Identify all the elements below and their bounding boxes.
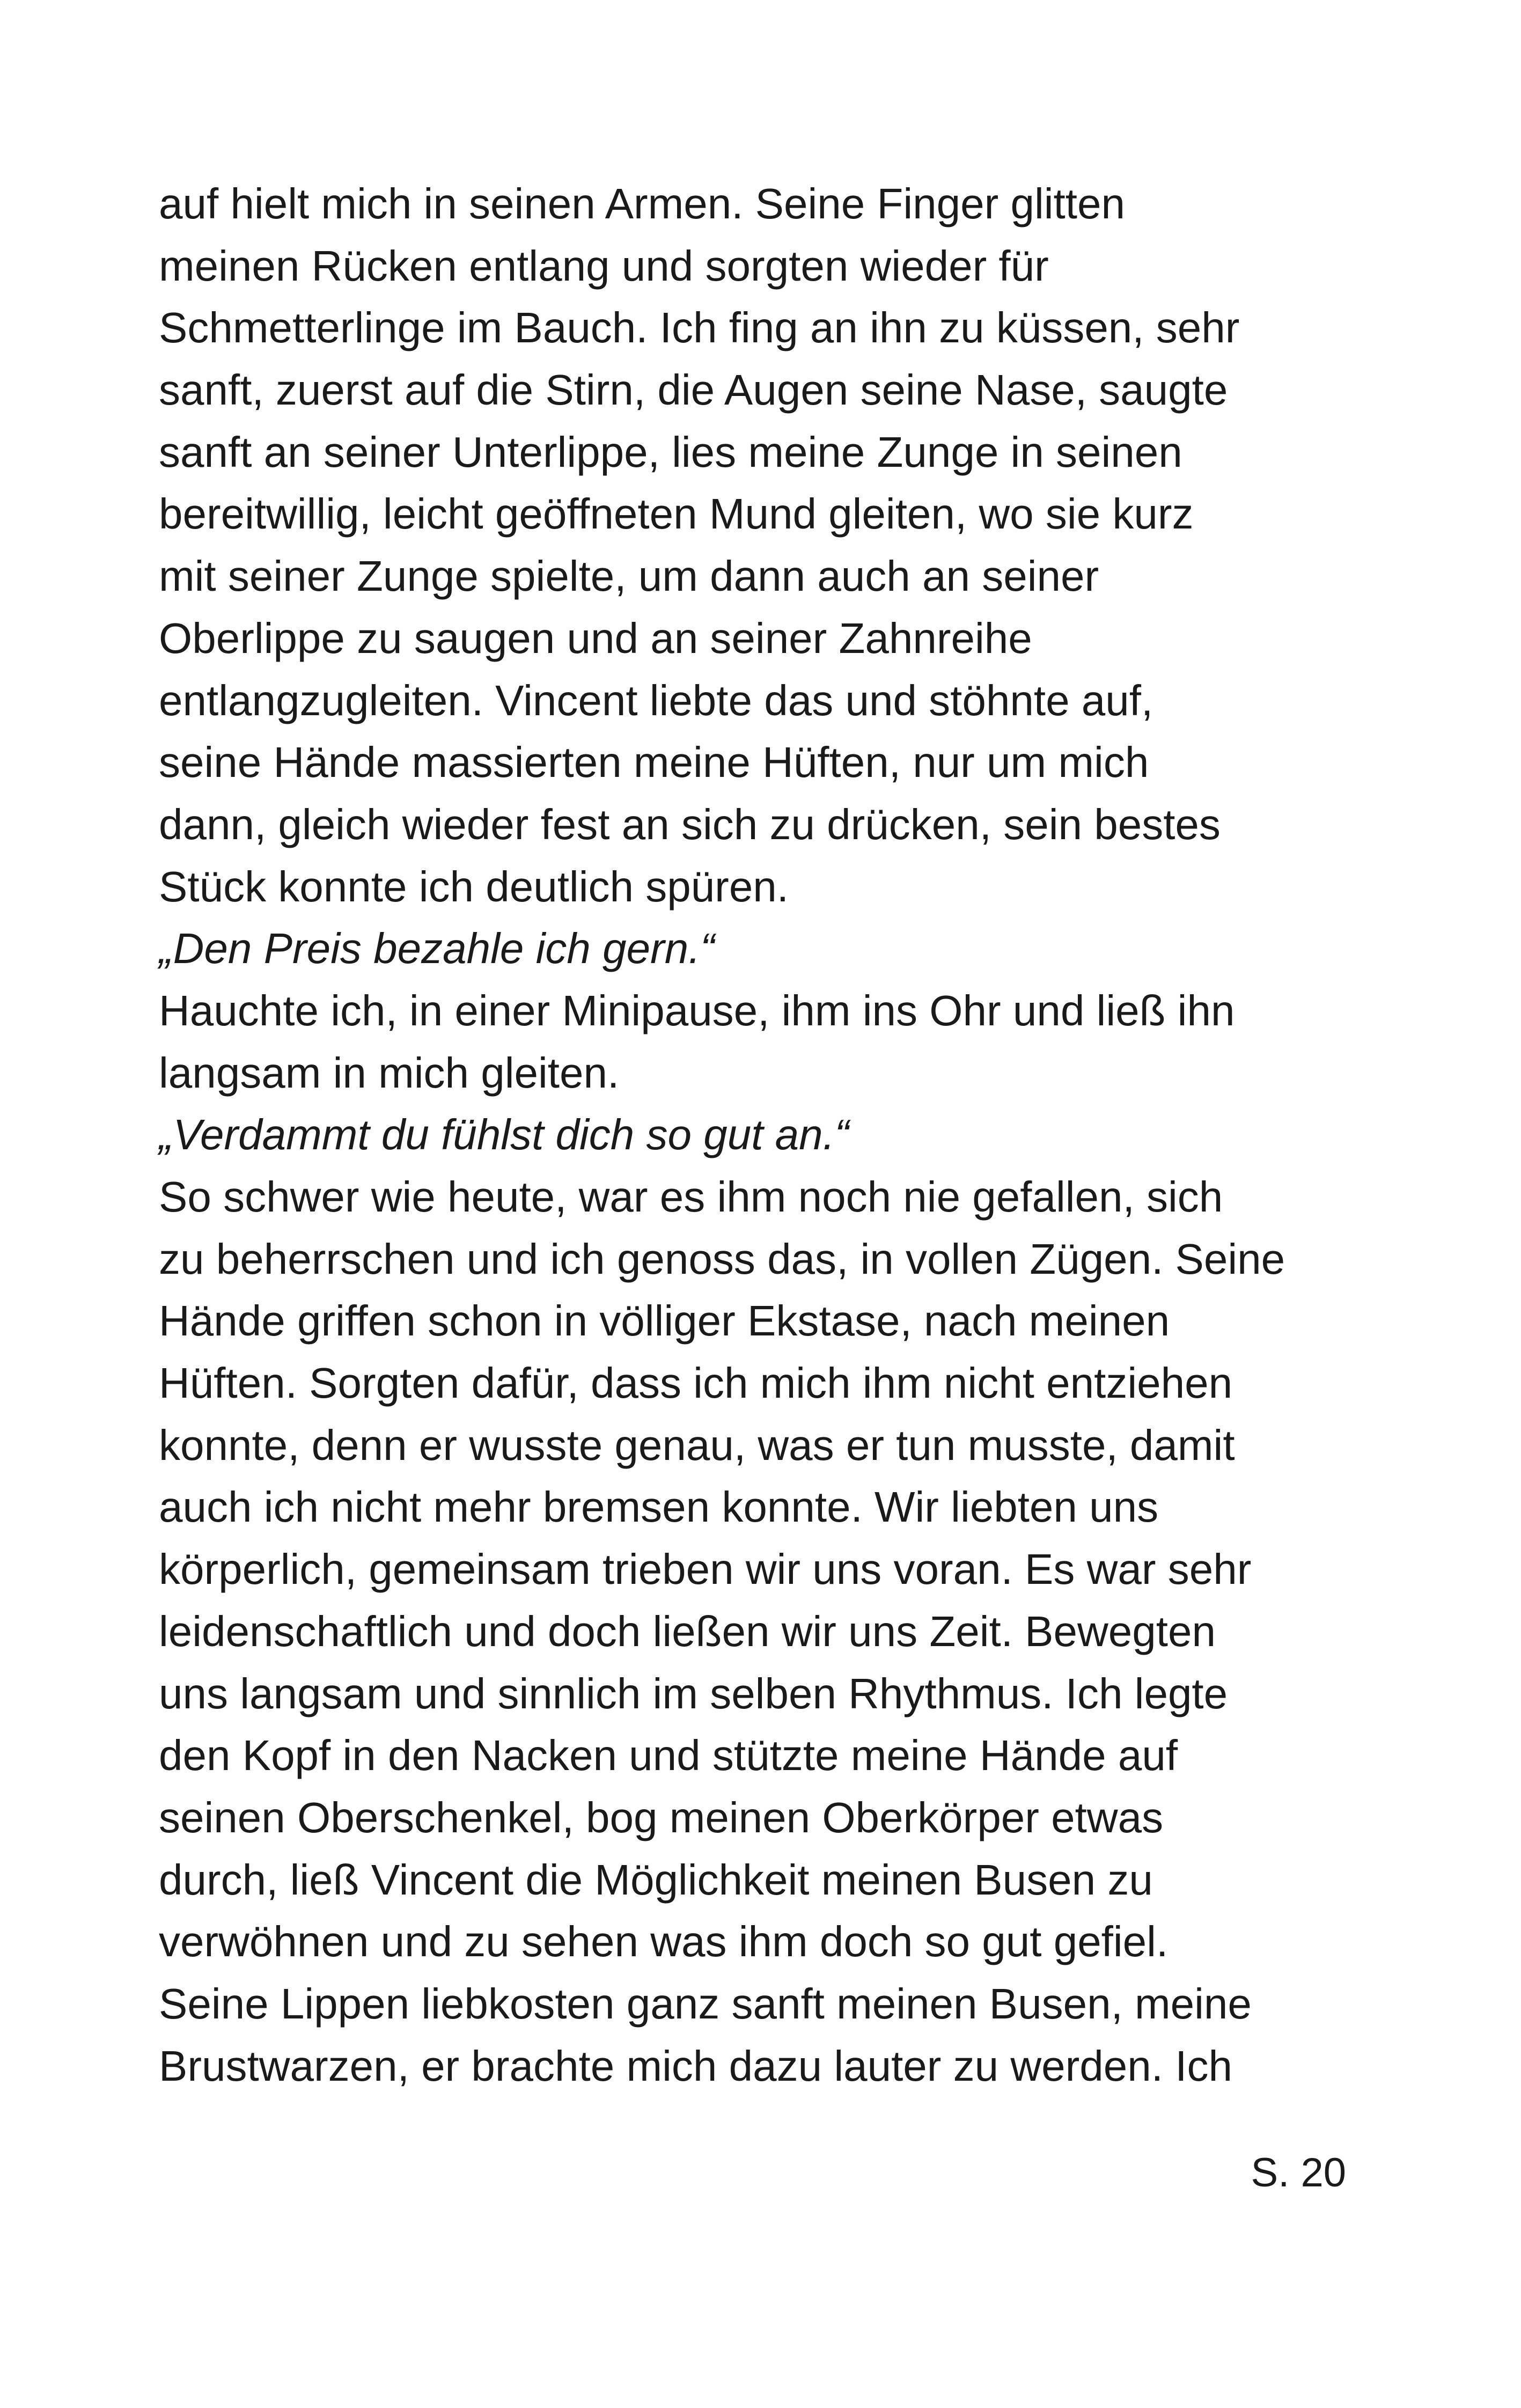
text-line: Oberlippe zu saugen und an seiner Zahnreihe xyxy=(159,614,1032,662)
text-line: sanft, zuerst auf die Stirn, die Augen seine Nase, saugte xyxy=(159,366,1228,414)
text-line: leidenschaftlich und doch ließen wir uns Zeit. Bewegten xyxy=(159,1607,1216,1655)
text-line: durch, ließ Vincent die Möglichkeit meinen Busen zu xyxy=(159,1855,1153,1904)
text-line: verwöhnen und zu sehen was ihm doch so gut gefiel. xyxy=(159,1918,1169,1966)
text-line: uns langsam und sinnlich im selben Rhythmus. Ich legte xyxy=(159,1669,1228,1717)
text-line: auch ich nicht mehr bremsen konnte. Wir liebten uns xyxy=(159,1483,1159,1531)
text-line: seinen Oberschenkel, bog meinen Oberkörper etwas xyxy=(159,1793,1164,1841)
text-line: seine Hände massierten meine Hüften, nur um mich xyxy=(159,738,1149,787)
text-line: sanft an seiner Unterlippe, lies meine Zunge in seinen xyxy=(159,428,1182,476)
text-line: konnte, denn er wusste genau, was er tun musste, damit xyxy=(159,1421,1235,1469)
page-number: S. 20 xyxy=(1251,2150,1346,2196)
text-line: Hauchte ich, in einer Minipause, ihm ins Ohr und ließ ihn xyxy=(159,986,1235,1034)
text-line: den Kopf in den Nacken und stützte meine Hände auf xyxy=(159,1731,1178,1780)
text-line: Schmetterlinge im Bauch. Ich fing an ihn zu küssen, sehr xyxy=(159,304,1240,352)
text-line: mit seiner Zunge spielte, um dann auch an seiner xyxy=(159,552,1099,600)
dialogue-line: „Den Preis bezahle ich gern.“ xyxy=(159,924,715,973)
text-line: zu beherrschen und ich genoss das, in vollen Zügen. Seine xyxy=(159,1235,1285,1283)
text-line: bereitwillig, leicht geöffneten Mund gleiten, wo sie kurz xyxy=(159,490,1194,538)
text-line: Stück konnte ich deutlich spüren. xyxy=(159,862,789,911)
dialogue-line: „Verdammt du fühlst dich so gut an.“ xyxy=(159,1111,849,1159)
text-line: Hände griffen schon in völliger Ekstase, nach meinen xyxy=(159,1297,1170,1345)
text-line: auf hielt mich in seinen Armen. Seine Finger glitten xyxy=(159,180,1125,227)
text-line: Brustwarzen, er brachte mich dazu lauter zu werden. Ich xyxy=(159,2042,1232,2090)
text-line: So schwer wie heute, war es ihm noch nie gefallen, sich xyxy=(159,1173,1223,1221)
text-line: Hüften. Sorgten dafür, dass ich mich ihm nicht entziehen xyxy=(159,1359,1233,1407)
text-line: dann, gleich wieder fest an sich zu drücken, sein bestes xyxy=(159,800,1221,848)
text-line: entlangzugleiten. Vincent liebte das und stöhnte auf, xyxy=(159,676,1153,724)
text-line: langsam in mich gleiten. xyxy=(159,1048,620,1097)
text-line: Seine Lippen liebkosten ganz sanft meinen Busen, meine xyxy=(159,1979,1252,2028)
text-line: körperlich, gemeinsam trieben wir uns voran. Es war sehr xyxy=(159,1545,1252,1594)
body-text xyxy=(159,173,1382,2097)
text-line: meinen Rücken entlang und sorgten wieder für xyxy=(159,241,1049,290)
